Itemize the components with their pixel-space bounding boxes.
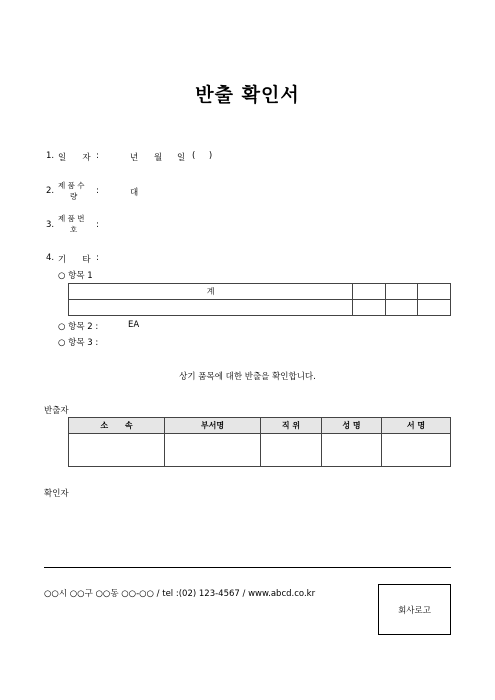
table-cell [385, 284, 418, 300]
field-quantity-label-line1: 제 품 수 [58, 181, 85, 190]
field-etc-number: 4. [46, 253, 55, 263]
field-date-number: 1. [46, 151, 55, 161]
document-title: 반출 확인서 [195, 84, 300, 106]
field-quantity-colon: : [96, 186, 99, 196]
affiliation-cell [69, 434, 165, 467]
field-date-day: 일 [177, 153, 186, 163]
column-header-position: 직 위 [261, 418, 322, 434]
table-row [69, 300, 451, 316]
field-serial-label-line1: 제 품 번 [58, 214, 85, 223]
column-header-affiliation: 소 속 [69, 418, 165, 434]
confirmer-label: 확인자 [44, 489, 69, 499]
table-cell [353, 284, 386, 300]
table-cell [69, 300, 353, 316]
field-date-label: 일 자 [58, 153, 91, 163]
footer-divider [44, 567, 451, 568]
table-cell [418, 300, 451, 316]
item-1-label: ○ 항목 1 [58, 271, 93, 281]
confirm-sentence: 상기 품목에 대한 반출을 확인합니다. [179, 372, 316, 382]
field-quantity-unit: 대 [130, 188, 139, 198]
footer-address: ○○시 ○○구 ○○동 ○○-○○ / tel :(02) 123-4567 / www.abcd.co.kr [44, 589, 316, 599]
company-logo-box [378, 584, 451, 635]
table-cell [418, 284, 451, 300]
exporter-label: 반출자 [44, 406, 69, 416]
field-etc-label: 기 타 [58, 255, 91, 265]
field-quantity-number: 2. [46, 186, 55, 196]
field-etc-colon: : [96, 253, 99, 263]
field-date-month: 월 [154, 153, 163, 163]
item-2-label: ○ 항목 2 : [58, 322, 99, 332]
field-date-colon: : [96, 151, 99, 161]
item-3-label: ○ 항목 3 : [58, 338, 99, 348]
column-header-name: 성 명 [322, 418, 382, 434]
table-row [69, 434, 451, 467]
table-cell [385, 300, 418, 316]
item-1-total-cell: 계 [69, 284, 353, 300]
table-row [69, 284, 451, 300]
column-header-department: 부서명 [165, 418, 261, 434]
table-header-row [69, 418, 451, 434]
field-serial-number: 3. [46, 220, 55, 230]
field-quantity-label-line2: 량 [70, 192, 78, 201]
signature-cell [382, 434, 451, 467]
field-serial-colon: : [96, 220, 99, 230]
field-serial-label-line2: 호 [70, 225, 78, 234]
field-date-year: 년 [130, 153, 139, 163]
department-cell [165, 434, 261, 467]
table-cell [353, 300, 386, 316]
item-1-table [68, 283, 451, 316]
field-date-weekday: ( ) [192, 151, 213, 161]
position-cell [261, 434, 322, 467]
company-logo-text: 회사로고 [398, 605, 431, 616]
name-cell [322, 434, 382, 467]
column-header-signature: 서 명 [382, 418, 451, 434]
item-2-unit: EA [128, 320, 140, 330]
exporter-table [68, 417, 451, 467]
